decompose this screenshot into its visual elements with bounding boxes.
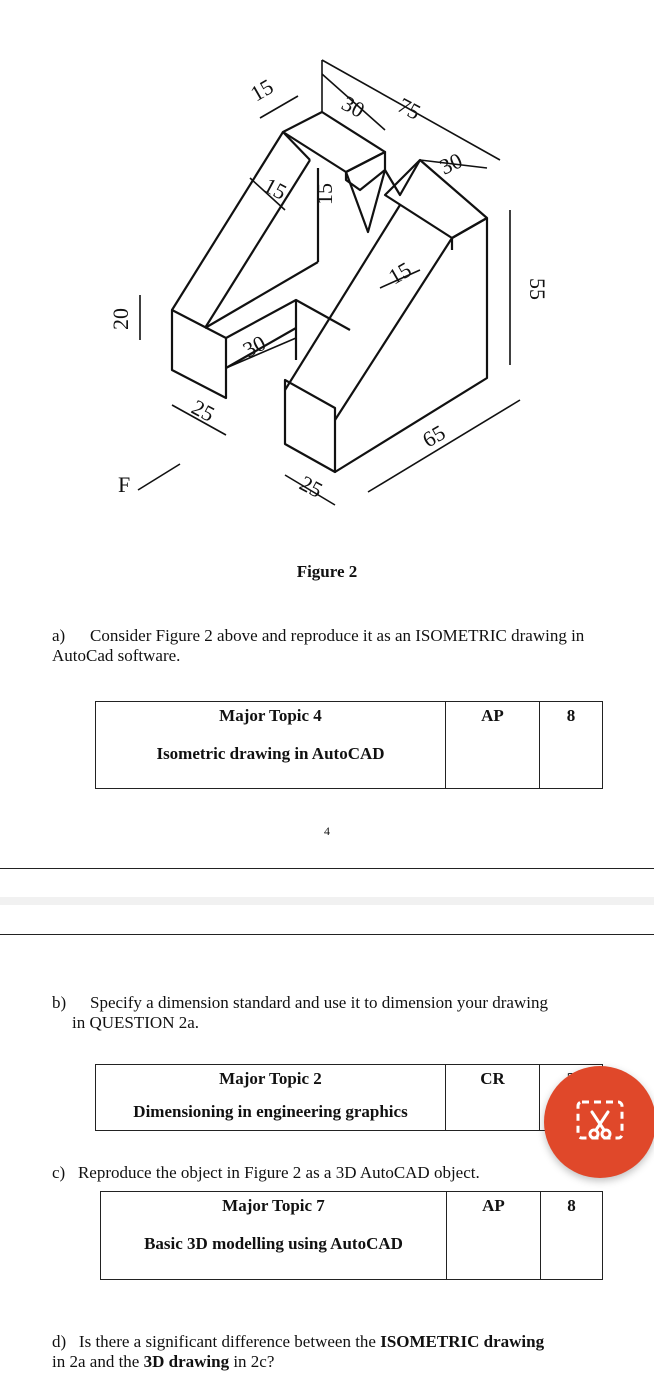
- dimension-lines: [138, 60, 520, 505]
- topic-table-a: [95, 701, 603, 789]
- level-cell: [447, 1192, 541, 1280]
- dim-label: 25: [295, 470, 327, 503]
- topic-cell: [96, 1065, 446, 1131]
- page-divider: [0, 934, 654, 935]
- level-cell: [446, 1065, 540, 1131]
- question-number: d): [52, 1332, 67, 1351]
- page-number: 4: [324, 824, 330, 838]
- question-number: b): [52, 993, 67, 1012]
- question-text: in 2c?: [229, 1352, 275, 1371]
- dim-label: 15: [312, 183, 337, 205]
- isometric-figure: [100, 48, 570, 518]
- level-cell: [446, 702, 540, 789]
- topic-cell: [101, 1192, 447, 1280]
- dim-label: 30: [238, 330, 270, 363]
- figure-caption: Figure 2: [296, 562, 358, 581]
- screenshot-scissors-icon: [574, 1096, 626, 1148]
- view-label-f: F: [118, 472, 131, 497]
- dim-label: 15: [246, 73, 278, 107]
- dim-label: 15: [259, 172, 291, 205]
- question-bold: 3D drawing: [143, 1352, 230, 1371]
- screenshot-fab-button[interactable]: [544, 1066, 654, 1178]
- marks-value: 8: [567, 1196, 576, 1215]
- question-bold: ISOMETRIC drawing: [380, 1332, 545, 1351]
- question-b: [52, 993, 622, 1033]
- dim-label: 30: [435, 147, 467, 180]
- topic-cell: [96, 702, 446, 789]
- question-text: Specify a dimension standard and use it to dimension your drawing: [90, 993, 548, 1012]
- dim-label: 65: [418, 419, 450, 453]
- question-number: a): [52, 626, 66, 645]
- question-text-cont: in QUESTION 2a.: [72, 1013, 200, 1032]
- marks-cell: [541, 1192, 603, 1280]
- question-c: [52, 1163, 612, 1183]
- question-text: Consider Figure 2 above and reproduce it as an ISOMETRIC drawing in AutoCad software.: [52, 626, 585, 665]
- topic-subtitle: Basic 3D modelling using AutoCAD: [144, 1234, 403, 1253]
- dim-label: 15: [384, 256, 416, 290]
- topic-title: Major Topic 2: [219, 1069, 322, 1088]
- dim-label: 25: [187, 394, 219, 427]
- dim-label: 30: [337, 90, 369, 123]
- dim-label: 75: [393, 92, 425, 125]
- dimension-labels: [108, 74, 550, 503]
- question-number: c): [52, 1163, 66, 1182]
- level-value: CR: [480, 1069, 505, 1088]
- topic-title: Major Topic 7: [222, 1196, 325, 1215]
- level-value: AP: [482, 1196, 505, 1215]
- page-divider: [0, 868, 654, 869]
- page-gap: [0, 897, 654, 905]
- marks-cell: [540, 702, 603, 789]
- dim-label: 20: [108, 308, 133, 330]
- topic-title: Major Topic 4: [219, 706, 322, 725]
- marks-value: 8: [566, 706, 576, 725]
- question-text: Is there a significant difference between the: [78, 1332, 381, 1351]
- topic-table-c: [100, 1191, 603, 1280]
- topic-subtitle: Isometric drawing in AutoCAD: [156, 744, 385, 763]
- question-text: Reproduce the object in Figure 2 as a 3D AutoCAD object.: [77, 1163, 480, 1182]
- topic-subtitle: Dimensioning in engineering graphics: [133, 1102, 408, 1121]
- level-value: AP: [481, 706, 504, 725]
- topic-table-b: [95, 1064, 603, 1131]
- dim-label: 55: [525, 278, 550, 300]
- question-a: [52, 626, 612, 666]
- question-text: in 2a and the: [52, 1352, 144, 1371]
- question-d: [52, 1332, 612, 1372]
